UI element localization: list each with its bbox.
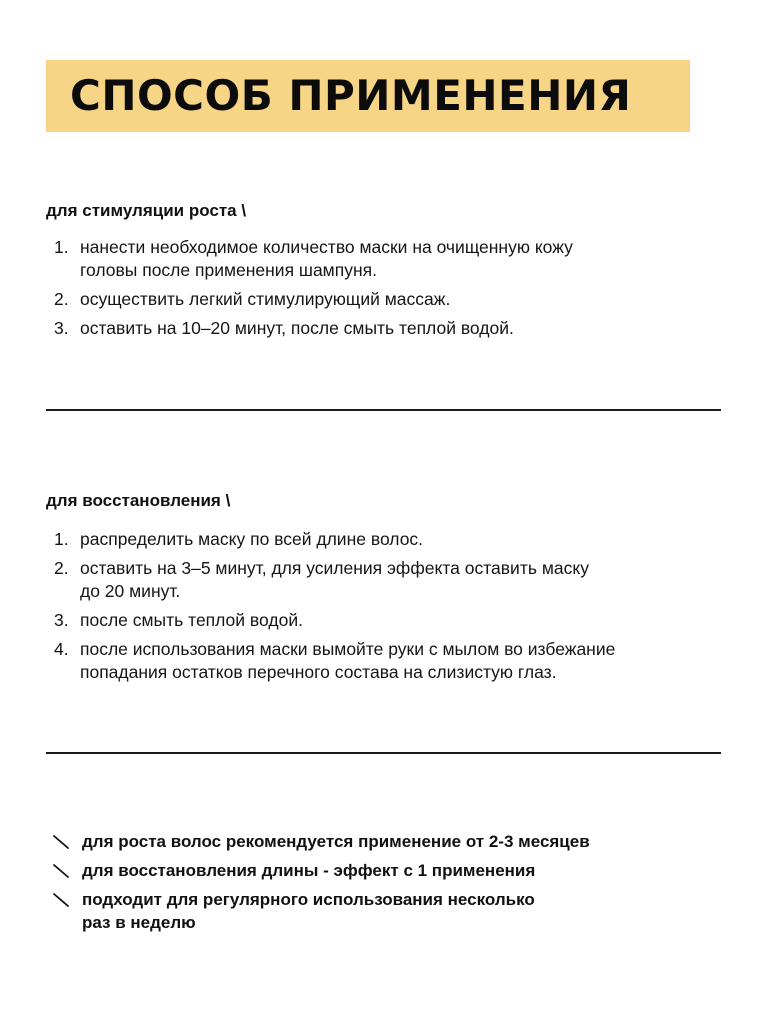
backslash-icon	[52, 834, 70, 850]
title-banner	[46, 60, 690, 132]
step-text: оставить на 10–20 минут, после смыть теплой водой.	[80, 318, 514, 338]
step-text: распределить маску по всей длине волос.	[80, 529, 424, 549]
step-text: нанести необходимое количество маски на очищенную кожу	[80, 237, 573, 257]
section-heading-growth: для стимуляции роста \	[46, 201, 247, 220]
list-item	[52, 888, 732, 934]
step-text: осуществить легкий стимулирующий массаж.	[80, 289, 451, 309]
list-item	[50, 317, 730, 340]
recommendations-list	[52, 830, 732, 940]
step-number: 4.	[54, 639, 69, 659]
note-text: для восстановления длины - эффект с 1 применения	[82, 861, 536, 880]
list-item	[50, 236, 730, 282]
step-text: после использования маски вымойте руки с мылом во избежание	[80, 639, 616, 659]
section-heading-restoration: для восстановления \	[46, 491, 231, 510]
list-item	[52, 830, 732, 853]
restoration-steps-list	[50, 528, 730, 690]
step-text: после смыть теплой водой.	[80, 610, 303, 630]
step-number: 2.	[54, 558, 69, 578]
section-divider	[46, 409, 721, 411]
step-text-continued: попадания остатков перечного состава на слизистую глаз.	[80, 662, 557, 682]
step-text-continued: головы после применения шампуня.	[80, 260, 377, 280]
list-item	[50, 638, 730, 684]
step-number: 1.	[54, 237, 69, 257]
step-number: 3.	[54, 610, 69, 630]
note-text: подходит для регулярного использования несколько	[82, 890, 535, 909]
growth-steps-list	[50, 236, 730, 346]
list-item	[52, 859, 732, 882]
page-title: СПОСОБ ПРИМЕНЕНИЯ	[70, 71, 632, 120]
list-item	[50, 557, 730, 603]
step-number: 1.	[54, 529, 69, 549]
note-text: для роста волос рекомендуется применение от 2-3 месяцев	[82, 832, 590, 851]
section-divider	[46, 752, 721, 754]
step-text-continued: до 20 минут.	[80, 581, 181, 601]
list-item	[50, 288, 730, 311]
list-item	[50, 528, 730, 551]
step-number: 3.	[54, 318, 69, 338]
note-text-continued: раз в неделю	[82, 913, 196, 932]
step-text: оставить на 3–5 минут, для усиления эффекта оставить маску	[80, 558, 589, 578]
list-item	[50, 609, 730, 632]
backslash-icon	[52, 863, 70, 879]
backslash-icon	[52, 892, 70, 908]
step-number: 2.	[54, 289, 69, 309]
